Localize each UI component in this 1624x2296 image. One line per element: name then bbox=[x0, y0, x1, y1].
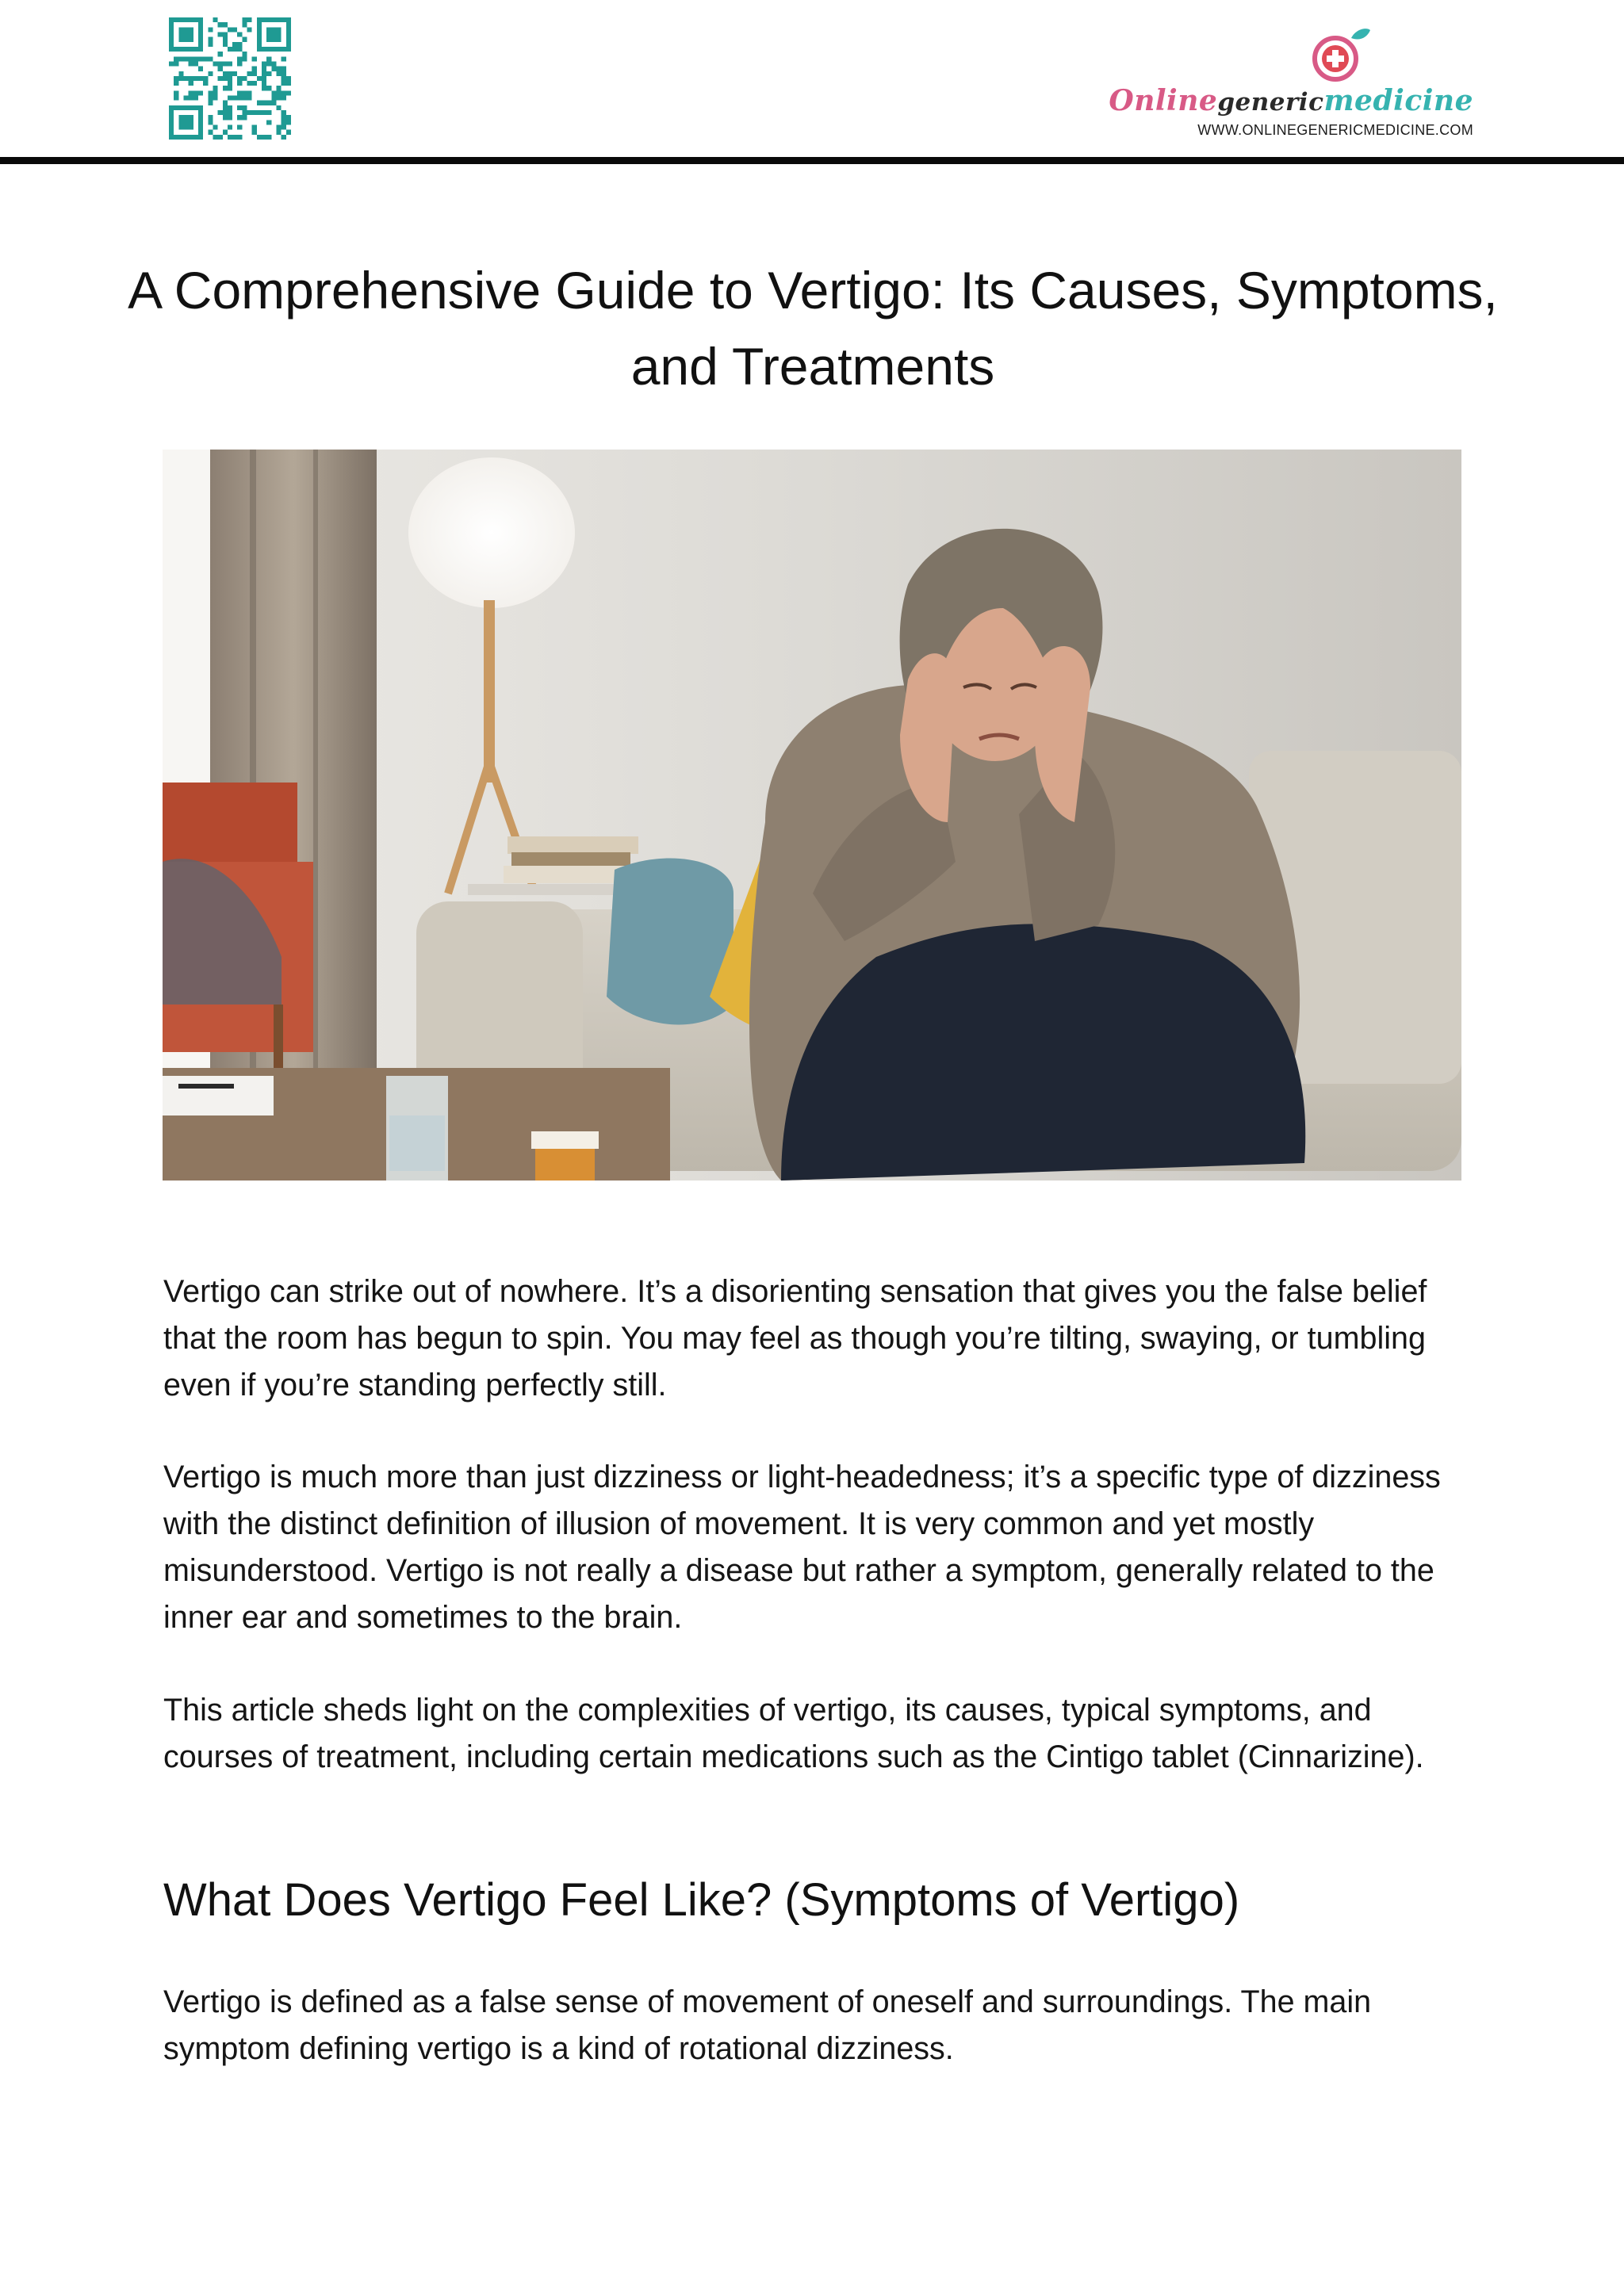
brand-logo-icon bbox=[1304, 27, 1372, 82]
page-header bbox=[0, 0, 1624, 166]
brand-name: Onlinegenericmedicine bbox=[1109, 84, 1473, 117]
article-title: A Comprehensive Guide to Vertigo: Its Causes, Symptoms, and Treatments bbox=[128, 261, 1498, 396]
intro-paragraph-1: Vertigo can strike out of nowhere. It’s a disorienting sensation that gives you the false belief that the room has begun to spin. You may feel as though you’re tilting, swaying, or tumbling even if you’re standing perfectly still. bbox=[163, 1274, 1427, 1402]
brand-block[interactable] bbox=[1109, 27, 1473, 146]
qr-code[interactable] bbox=[169, 17, 291, 140]
intro-paragraph-3: This article sheds light on the complexities of vertigo, its causes, typical symptoms, and courses of treatment, including certain medications such as the Cintigo tablet (Cinnarizine). bbox=[163, 1693, 1424, 1774]
intro-paragraph-2: Vertigo is much more than just dizziness or light-headedness; it’s a specific type of dizziness with the distinct definition of illusion of movement. It is very common and yet mostly misunderstood. Vertigo is not really a disease but rather a symptom, generally related to the inner ear and sometimes to the brain. bbox=[163, 1460, 1441, 1635]
section-heading-symptoms: What Does Vertigo Feel Like? (Symptoms of Vertigo) bbox=[163, 1874, 1240, 1926]
hero-image bbox=[163, 450, 1461, 1181]
symptoms-paragraph: Vertigo is defined as a false sense of movement of oneself and surroundings. The main symptom defining vertigo is a kind of rotational dizziness. bbox=[163, 1984, 1372, 2066]
brand-url[interactable]: WWW.ONLINEGENERICMEDICINE.COM bbox=[1197, 122, 1473, 138]
header-divider bbox=[0, 157, 1624, 164]
